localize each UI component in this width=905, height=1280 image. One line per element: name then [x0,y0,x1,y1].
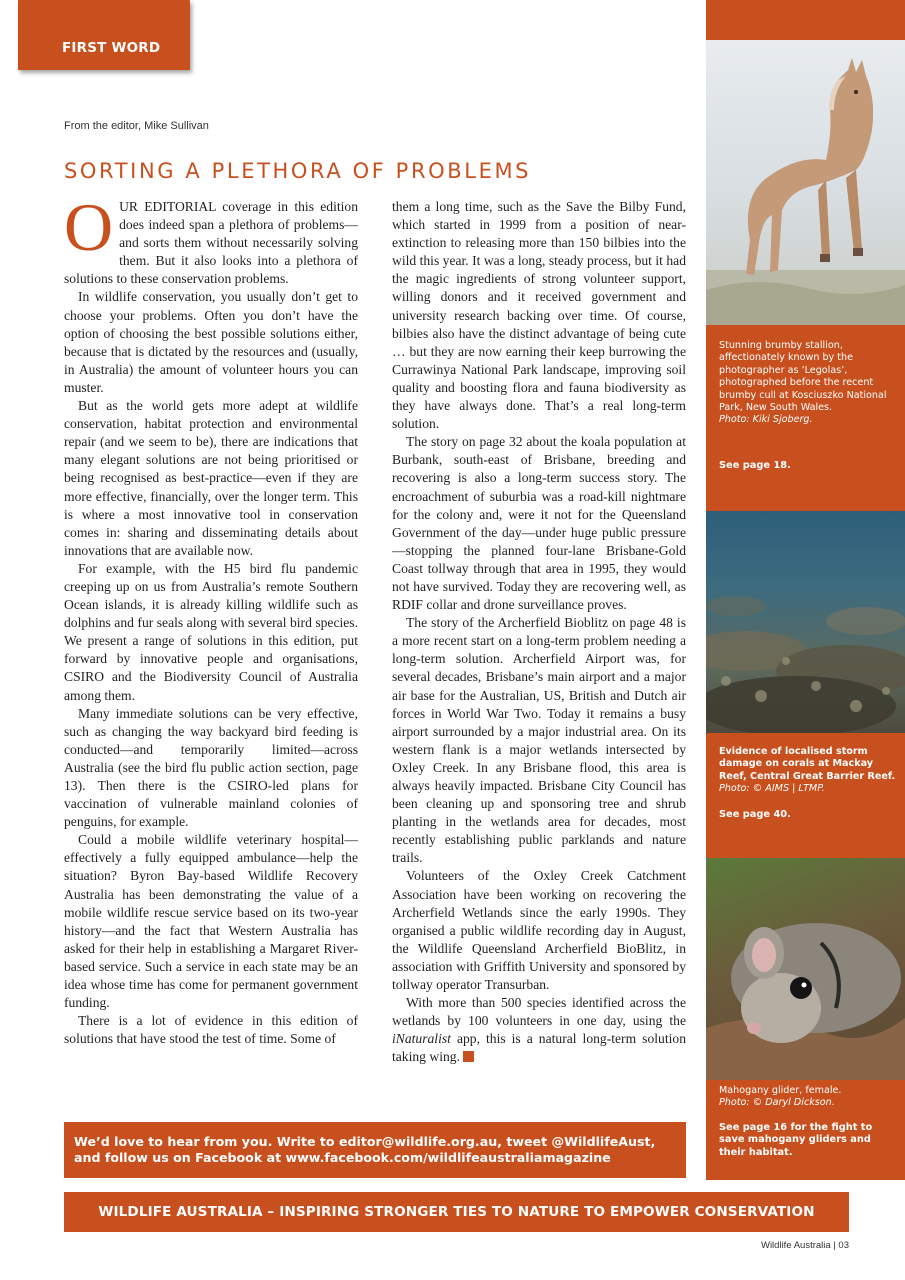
contact-banner [64,1122,686,1178]
coral-photo [706,511,905,733]
brumby-caption: Stunning brumby stallion, affectionately known by the photographer as ‘Legolas’, photographed before the recent brumby cull at Kosciuszko National Park, New South Wales. Photo: Kiki Sjoberg. [719,340,887,426]
end-of-article-mark [463,1051,474,1062]
article-column-right [392,198,686,1067]
glider-photo [706,858,905,1080]
page-number: Wildlife Australia | 03 [760,1240,849,1251]
page-title: SORTING A PLETHORA OF PROBLEMS [64,159,532,183]
article-paragraph: But as the world gets more adept at wildlife conservation, habitat protection and environmental repair (and we seem to be), there are indications that many elegant solutions are not being prioritised or being recognised as best-practice—even if they are more effective, financially, over the longer term. This is where a most innovative tool in conservation comes in: sharing and disseminating details about innovations that are available now. [64,398,358,558]
article-paragraph: them a long time, such as the Save the Bilby Fund, which started in 1999 from a position of near-extinction to releasing more than 150 bilbies into the wild this year. It was a long, steady process, but it had the magic ingredients of strong volunteer support, willing donors and it received government and university research backing over time. Of course, bilbies also have the distinct advantage of being cute … but they are now earning their keep burrowing the Currawinya National Park landscape, improving soil quality and boosting flora and fauna biodiversity as they have always done. That’s a real long-term solution. [392,199,686,432]
glider-caption: Mahogany glider, female. Photo: © Daryl Dickson. [719,1085,842,1109]
contact-line: We’d love to hear from you. Write to editor@wildlife.org.au, tweet @WildlifeAust, [74,1134,656,1149]
tagline-banner: WILDLIFE AUSTRALIA – INSPIRING STRONGER TIES TO NATURE TO EMPOWER CONSERVATION [64,1192,849,1232]
article-paragraph: OUR EDITORIAL coverage in this edition does indeed span a plethora of problems—and sorts them without necessarily solving them. But it also looks into a plethora of solutions to these conservation problems. [64,189,358,287]
article-paragraph: The story on page 32 about the koala population at Burbank, south-east of Brisbane, breeding and recovering is also a long-term success story. The encroachment of suburbia was a road-kill nightmare for the colony and, were it not for the Queensland Government of the day—under huge public pressure—stopping the planned four-lane Brisbane-Gold Coast tollway through that area in 1995, they would not have survived. Today they are recovering well, as RDIF collar and drone surveillance proves. [392,434,686,613]
article-paragraph: There is a lot of evidence in this edition of solutions that have stood the test of time. Some of [64,1013,358,1047]
section-tab-label: FIRST WORD [62,40,161,56]
brumby-photo [706,40,905,325]
article-paragraph: In wildlife conservation, you usually don’t get to choose your problems. Often you don’t have the option of choosing the best possible solutions either, because that is dictated by the resources and (usually, in Australia) the amount of volunteer hours you can muster. [64,289,358,395]
drop-cap: O [64,189,114,265]
article-paragraph: Could a mobile wildlife veterinary hospital—effectively a fully equipped ambulance—help the situation? Byron Bay-based Wildlife Recovery Australia has been demonstrating the value of a mobile wildlife rescue service based on its two-year history—and the fact that Western Australia has asked for their help in establishing a Margaret River-based service. Such a service in each state may be an idea whose time has come for permanent government funding. [64,832,358,1011]
article-paragraph: The story of the Archerfield Bioblitz on page 48 is a more recent start on a long-term problem needing a long-term solution. Archerfield Airport was, for several decades, Brisbane’s main airport and a major air base for the Australian, US, British and Dutch air forces in World War Two. Today it remains a busy airport surrounded by a major industrial area. On its western flank is a major wetlands intersected by Oxley Creek. In any Brisbane flood, this area is always heavily impacted. Brisbane City Council has been cleaning up and sponsoring tree and shrub planting in the wetlands area for decades, most recently establishing public parklands and nature trails. [392,615,686,866]
glider-see-page: See page 16 for the fight to save mahogany gliders and their habitat. [719,1122,873,1158]
article-paragraph: With more than 500 species identified across the wetlands by 100 volunteers in one day, using the iNaturalist app, this is a natural long-term solution taking wing. [392,995,686,1065]
article-paragraph: For example, with the H5 bird flu pandemic creeping up on us from Australia’s remote Southern Ocean islands, it is already killing wildlife such as dolphins and fur seals along with several bird species. We present a range of solutions in this edition, put forward by innovative people and organisations, CSIRO and the Biodiversity Council of Australia among them. [64,560,358,703]
sidebar-top-bar [706,0,905,40]
coral-caption: Evidence of localised storm damage on corals at Mackay Reef, Central Great Barrier Reef. Photo: © AIMS | LTMP. [719,746,896,795]
article-column-left [64,189,358,1048]
byline: From the editor, Mike Sullivan [64,120,209,132]
contact-line: and follow us on Facebook at www.facebook.com/wildlifeaustraliamagazine [74,1150,611,1165]
coral-see-page: See page 40. [719,809,791,820]
article-paragraph: Volunteers of the Oxley Creek Catchment Association have been working on recovering the Archerfield Wetlands since the early 1990s. They organised a public wildlife recording day in August, the Wildlife Queensland Archerfield BioBlitz, in association with Griffith University and sponsored by tollway operator Transurban. [392,868,686,993]
article-paragraph: Many immediate solutions can be very effective, such as changing the way backyard bird feeding is conducted—and temporarily limited—across Australia (see the bird flu public action section, page 13). Then there is the CSIRO-led plans for vaccination of vulnerable mainland colonies of penguins, for example. [64,705,358,830]
section-tab [18,0,190,70]
brumby-see-page: See page 18. [719,460,791,471]
